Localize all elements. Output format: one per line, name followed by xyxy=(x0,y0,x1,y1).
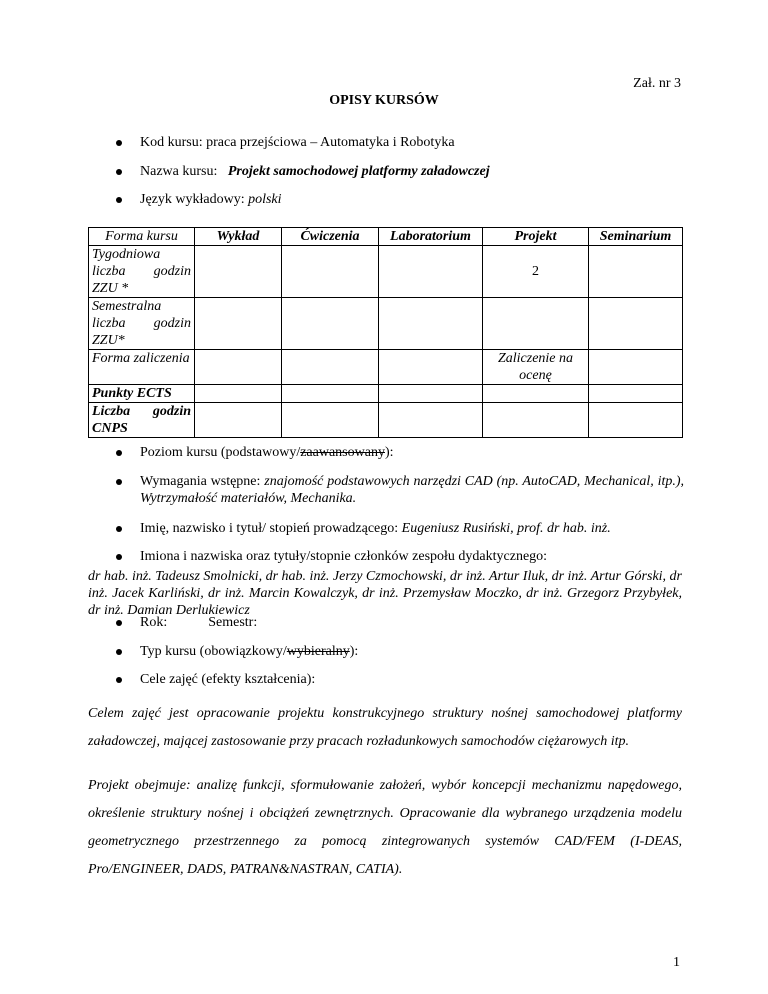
table-cell xyxy=(379,403,483,438)
goal-paragraph: Celem zajęć jest opracowanie projektu konstrukcyjnego struktury nośnej samochodowej platformy załadowczej, mającej zastosowanie przy pracach rozładunkowych samochodów ciężarowych itp. xyxy=(88,706,682,749)
table-cell xyxy=(589,403,683,438)
page-number: 1 xyxy=(673,955,680,970)
bullet-icon xyxy=(116,649,122,655)
row-label: Punkty ECTS xyxy=(89,385,195,403)
team-label: Imiona i nazwiska oraz tytuły/stopnie członków zespołu dydaktycznego: xyxy=(140,549,548,564)
course-code: Kod kursu: praca przejściowa – Automatyka i Robotyka xyxy=(140,135,455,150)
table-cell xyxy=(195,246,282,298)
table-cell xyxy=(589,246,683,298)
course-name-value: Projekt samochodowej platformy załadowczej xyxy=(227,164,490,179)
table-cell xyxy=(282,403,379,438)
language xyxy=(140,191,684,208)
table-cell xyxy=(282,350,379,385)
table-cell xyxy=(589,298,683,350)
table-row xyxy=(89,403,683,438)
year-semester xyxy=(140,614,684,631)
table-cell xyxy=(379,298,483,350)
language-label: Język wykładowy: xyxy=(140,192,245,207)
course-meta-list xyxy=(96,614,696,687)
prereq-value: znajomość podstawowych narzędzi CAD (np. AutoCAD, Mechanical, itp.), Wytrzymałość materiałów, Mechanika. xyxy=(140,474,685,506)
lecturer xyxy=(140,520,684,537)
table-cell xyxy=(589,385,683,403)
row-label: Tygodniowa liczba godzin ZZU * xyxy=(89,246,195,298)
table-header-cell: Projekt xyxy=(483,228,589,246)
table-cell: 2 xyxy=(483,246,589,298)
table-cell xyxy=(483,298,589,350)
bullet-icon xyxy=(116,554,122,560)
goals-label: Cele zajęć (efekty kształcenia): xyxy=(140,672,316,687)
type-prefix: Typ kursu (obowiązkowy/ xyxy=(140,644,287,659)
table-row xyxy=(89,246,683,298)
type-suffix: ): xyxy=(349,644,359,659)
table-cell xyxy=(195,298,282,350)
table-cell xyxy=(379,350,483,385)
course-level xyxy=(140,444,684,461)
table-row xyxy=(89,385,683,403)
table-cell xyxy=(282,298,379,350)
bullet-icon xyxy=(116,140,122,146)
bullet-icon xyxy=(116,197,122,203)
semester-label: Semestr: xyxy=(208,615,258,630)
table-cell xyxy=(379,246,483,298)
prereq-label: Wymagania wstępne: xyxy=(140,474,261,489)
course-name xyxy=(140,163,684,180)
row-label: Forma zaliczenia xyxy=(89,350,195,385)
lecturer-label: Imię, nazwisko i tytuł/ stopień prowadzącego: xyxy=(140,521,399,536)
table-header-cell: Forma kursu xyxy=(89,228,195,246)
row-label: Liczba godzin CNPS xyxy=(89,403,195,438)
table-cell xyxy=(195,403,282,438)
table-header-cell: Laboratorium xyxy=(379,228,483,246)
level-prefix: Poziom kursu (podstawowy/ xyxy=(140,445,301,460)
table-header-cell: Wykład xyxy=(195,228,282,246)
bullet-icon xyxy=(116,479,122,485)
course-name-label: Nazwa kursu: xyxy=(140,164,218,179)
table-header-row xyxy=(89,228,683,246)
bullet-icon xyxy=(116,450,122,456)
table-header-cell: Ćwiczenia xyxy=(282,228,379,246)
page-title: OPISY KURSÓW xyxy=(329,93,439,108)
table-row xyxy=(89,298,683,350)
table-header-cell: Seminarium xyxy=(589,228,683,246)
table-cell xyxy=(195,350,282,385)
year-label: Rok: xyxy=(140,615,168,630)
table-cell xyxy=(589,350,683,385)
prerequisites xyxy=(140,473,684,507)
bullet-icon xyxy=(116,169,122,175)
team-members: dr hab. inż. Tadeusz Smolnicki, dr hab. inż. Jerzy Czmochowski, dr inż. Artur Iluk, dr inż. Artur Górski, dr inż. Jacek Karliński, dr inż. Marcin Kowalczyk, dr inż. Przemysław Moczko, dr inż. Grzegorz Przybyłek, dr inż. Damian Derlukiewicz xyxy=(88,569,682,618)
course-type xyxy=(140,643,684,660)
scope-paragraph: Projekt obejmuje: analizę funkcji, sformułowanie założeń, wybór koncepcji mechanizmu napędowego, określenie struktury nośnej i obciążeń zewnętrznych. Opracowanie dla wybranego urządzenia modelu geometrycznego przestrzennego za pomocą zintegrowanych systemów CAD/FEM (I-DEAS, Pro/ENGINEER, DADS, PATRAN&NASTRAN, CATIA). xyxy=(88,778,682,877)
bullet-icon xyxy=(116,677,122,683)
type-struck: wybieralny xyxy=(286,644,350,659)
table-row xyxy=(89,350,683,385)
bullet-icon xyxy=(116,620,122,626)
row-label: Semestralna liczba godzin ZZU* xyxy=(89,298,195,350)
level-suffix: ): xyxy=(384,445,394,460)
table-cell xyxy=(282,246,379,298)
level-struck: zaawansowany xyxy=(300,445,385,460)
bullet-icon xyxy=(116,526,122,532)
table-cell xyxy=(282,385,379,403)
table-cell xyxy=(483,403,589,438)
table-cell: Zaliczenie na ocenę xyxy=(483,350,589,385)
course-hours-table xyxy=(88,227,683,438)
table-cell xyxy=(483,385,589,403)
table-cell xyxy=(195,385,282,403)
course-details-list xyxy=(96,444,696,564)
course-info-list xyxy=(96,134,696,207)
table-cell xyxy=(379,385,483,403)
attachment-number: Zał. nr 3 xyxy=(633,76,681,91)
lecturer-value: Eugeniusz Rusiński, prof. dr hab. inż. xyxy=(401,521,611,536)
language-value: polski xyxy=(248,192,282,207)
